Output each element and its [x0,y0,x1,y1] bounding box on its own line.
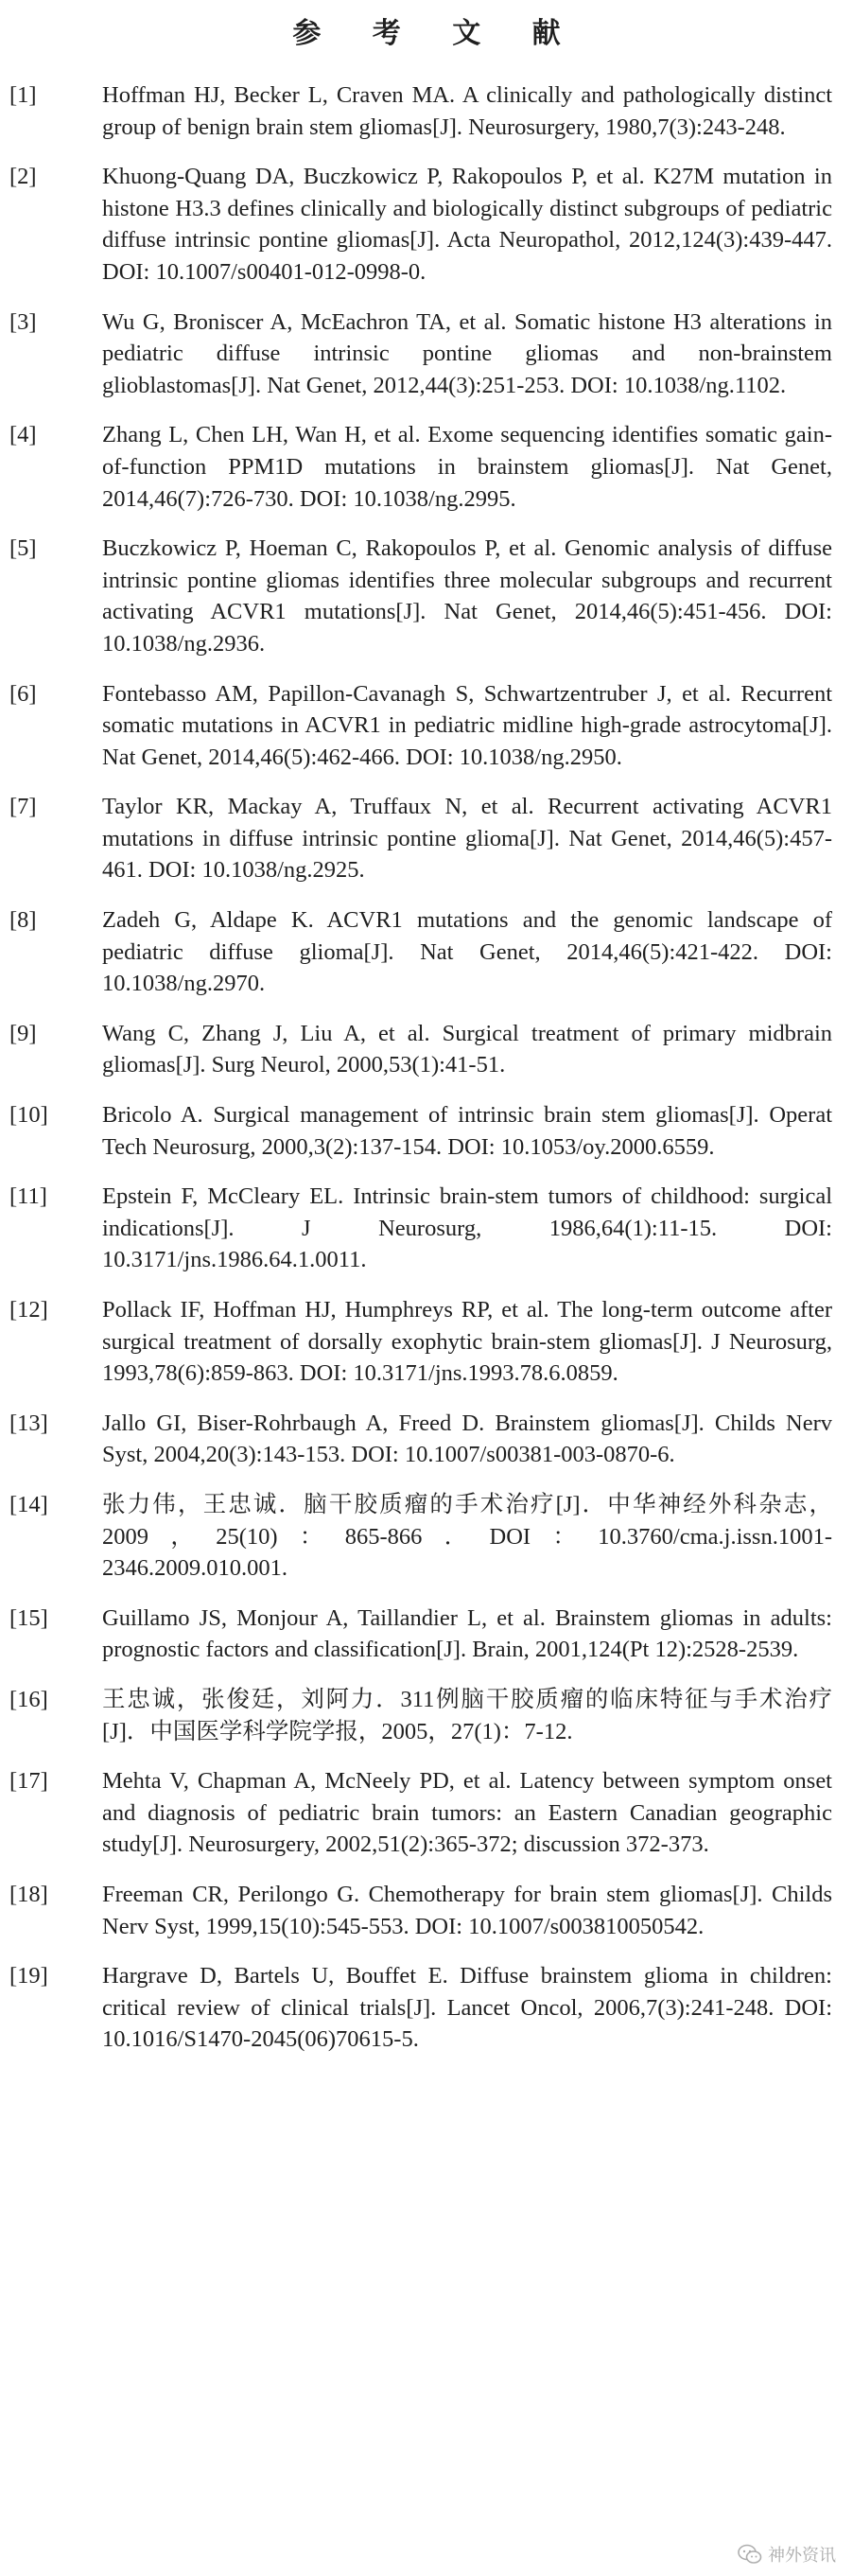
reference-item [0,1960,853,2056]
reference-item [0,1879,853,1942]
reference-text: Wu G, Broniscer A, McEachron TA, et al. Somatic histone H3 alterations in pediatric diffuse intrinsic pontine gliomas and non-brainstem glioblastomas[J]. Nat Genet, 2012,44(3):251-253. DOI: 10.1038/ng.1102. [102,308,832,398]
reference-item [0,678,853,774]
reference-number: [17] [9,1768,48,1795]
reference-number: [1] [9,82,37,108]
reference-text: Zadeh G, Aldape K. ACVR1 mutations and the genomic landscape of pediatric diffuse glioma[J]. Nat Genet, 2014,46(5):421-422. DOI: 10.1038/ng.2970. [102,907,832,997]
reference-number: [3] [9,308,37,335]
reference-text: Bricolo A. Surgical management of intrinsic brain stem gliomas[J]. Operat Tech Neurosurg, 2000,3(2):137-154. DOI: 10.1053/oy.2000.6559. [102,1102,832,1160]
reference-item [0,1018,853,1081]
reference-list [0,79,853,2056]
reference-text: Pollack IF, Hoffman HJ, Humphreys RP, et al. The long-term outcome after surgical treatment of dorsally exophytic brain-stem gliomas[J]. J Neurosurg, 1993,78(6):859-863. DOI: 10.3171/jns.1993.78.6.0859. [102,1297,832,1387]
reference-text: Fontebasso AM, Papillon-Cavanagh S, Schwartzentruber J, et al. Recurrent somatic mutations in ACVR1 in pediatric midline high-grade astrocytoma[J]. Nat Genet, 2014,46(5):462-466. DOI: 10.1038/ng.2950. [102,680,832,770]
reference-number: [2] [9,164,37,190]
reference-text: 张力伟，王忠诚．脑干胶质瘤的手术治疗[J]．中华神经外科杂志，2009，25(10)：865-866．DOI：10.3760/cma.j.issn.1001-2346.2009.010.001. [102,1491,832,1582]
reference-text: Khuong-Quang DA, Buczkowicz P, Rakopoulos P, et al. K27M mutation in histone H3.3 defines clinically and biologically distinct subgroups of pediatric diffuse intrinsic pontine gliomas[J]. Acta Neuropathol, 2012,124(3):439-447. DOI: 10.1007/s00401-012-0998-0. [102,164,832,285]
reference-text: Epstein F, McCleary EL. Intrinsic brain-stem tumors of childhood: surgical indications[J]. J Neurosurg, 1986,64(1):11-15. DOI: 10.3171/jns.1986.64.1.0011. [102,1183,832,1273]
reference-item [0,1181,853,1276]
reference-item [0,791,853,886]
reference-text: Mehta V, Chapman A, McNeely PD, et al. Latency between symptom onset and diagnosis of pediatric brain tumors: an Eastern Canadian geographic study[J]. Neurosurgery, 2002,51(2):365-372; discussion 372-373. [102,1768,832,1858]
reference-number: [14] [9,1491,48,1517]
reference-item [0,904,853,1000]
reference-number: [10] [9,1102,48,1129]
reference-item [0,307,853,402]
reference-text: Hoffman HJ, Becker L, Craven MA. A clinically and pathologically distinct group of benign brain stem gliomas[J]. Neurosurgery, 1980,7(3):243-248. [102,82,832,140]
reference-number: [7] [9,794,37,820]
reference-text: Freeman CR, Perilongo G. Chemotherapy for brain stem gliomas[J]. Childs Nerv Syst, 1999,15(10):545-553. DOI: 10.1007/s003810050542. [102,1881,832,1939]
reference-number: [13] [9,1410,48,1436]
reference-item [0,79,853,143]
reference-number: [19] [9,1963,48,1989]
reference-item [0,1099,853,1163]
reference-item [0,1294,853,1390]
reference-text: Wang C, Zhang J, Liu A, et al. Surgical treatment of primary midbrain gliomas[J]. Surg Neurol, 2000,53(1):41-51. [102,1020,832,1078]
reference-item [0,1489,853,1585]
reference-text: Guillamo JS, Monjour A, Taillandier L, et al. Brainstem gliomas in adults: prognostic factors and classification[J]. Brain, 2001,124(Pt 12):2528-2539. [102,1604,832,1663]
reference-item [0,533,853,659]
wechat-icon [738,2544,762,2565]
reference-item [0,1765,853,1861]
reference-item [0,1684,853,1747]
reference-number: [18] [9,1881,48,1907]
reference-number: [12] [9,1297,48,1323]
reference-text: Hargrave D, Bartels U, Bouffet E. Diffuse brainstem glioma in children: critical review of clinical trials[J]. Lancet Oncol, 2006,7(3):241-248. DOI: 10.1016/S1470-2045(06)70615-5. [102,1963,832,2053]
reference-number: [11] [9,1183,47,1210]
reference-number: [5] [9,535,37,562]
reference-number: [15] [9,1604,48,1631]
reference-text: Jallo GI, Biser-Rohrbaugh A, Freed D. Brainstem gliomas[J]. Childs Nerv Syst, 2004,20(3):143-153. DOI: 10.1007/s00381-003-0870-6. [102,1410,832,1468]
reference-item [0,161,853,288]
reference-number: [9] [9,1020,37,1046]
reference-text: 王忠诚，张俊廷，刘阿力．311例脑干胶质瘤的临床特征与手术治疗[J]．中国医学科学院学报，2005，27(1)：7-12. [102,1686,832,1744]
reference-text: Taylor KR, Mackay A, Truffaux N, et al. Recurrent activating ACVR1 mutations in diffuse intrinsic pontine glioma[J]. Nat Genet, 2014,46(5):457-461. DOI: 10.1038/ng.2925. [102,794,832,884]
reference-text: Buczkowicz P, Hoeman C, Rakopoulos P, et al. Genomic analysis of diffuse intrinsic pontine gliomas identifies three molecular subgroups and recurrent activating ACVR1 mutations[J]. Nat Genet, 2014,46(5):451-456. DOI: 10.1038/ng.2936. [102,535,832,657]
reference-number: [16] [9,1686,48,1712]
page-title: 参 考 文 献 [292,17,582,50]
reference-item [0,1603,853,1666]
reference-number: [8] [9,907,37,934]
watermark-text: 神外资讯 [768,2546,836,2566]
reference-text: Zhang L, Chen LH, Wan H, et al. Exome sequencing identifies somatic gain-of-function PPM1D mutations in brainstem gliomas[J]. Nat Genet, 2014,46(7):726-730. DOI: 10.1038/ng.2995. [102,422,832,512]
reference-item [0,1408,853,1471]
watermark [738,2542,836,2567]
reference-page [0,9,853,2056]
reference-number: [6] [9,680,37,707]
reference-item [0,419,853,515]
reference-number: [4] [9,422,37,448]
